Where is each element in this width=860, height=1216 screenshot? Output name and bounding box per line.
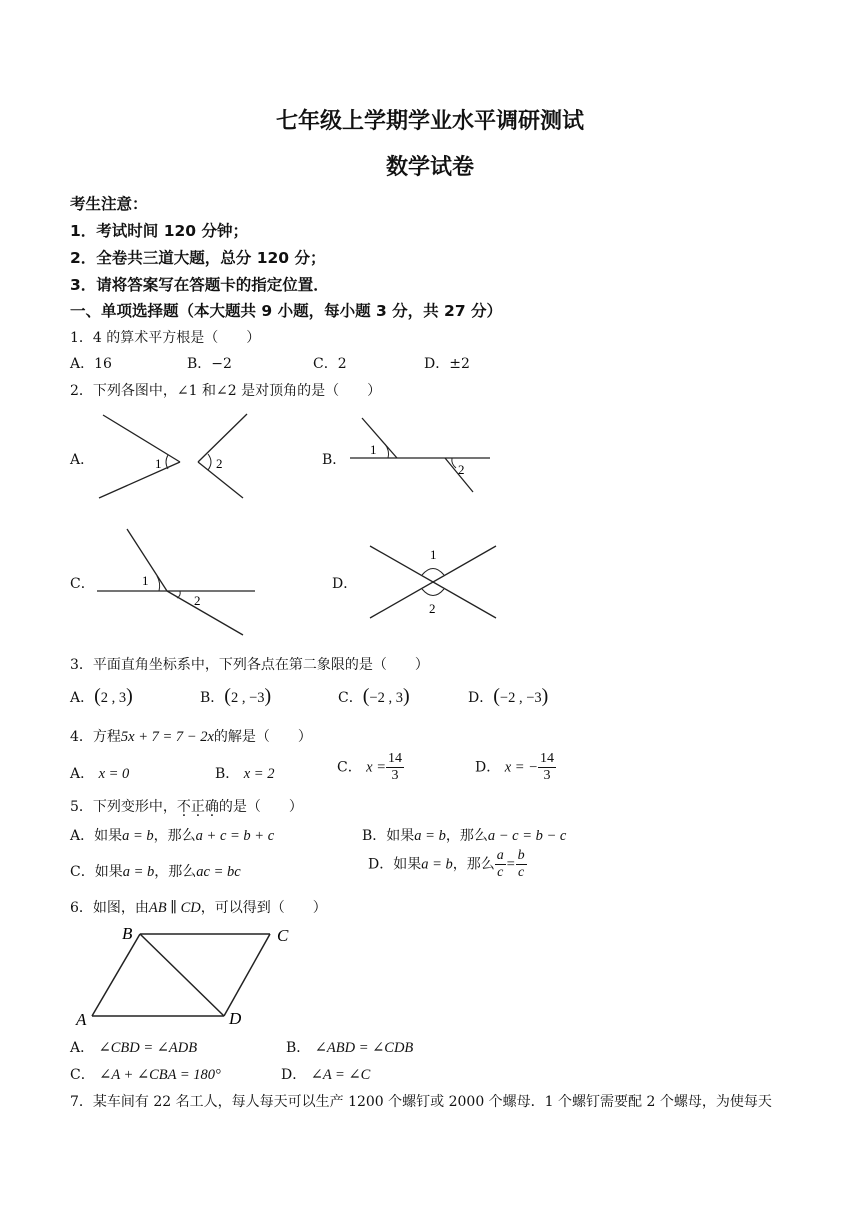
- question-4-stem: 4．方程5x + 7 = 7 − 2x的解是（ ）: [70, 729, 312, 745]
- q4-option-a: A． x = 0: [70, 766, 130, 782]
- q2b-angle1-label: 1: [370, 442, 377, 457]
- question-2-stem: 2．下列各图中，∠1 和∠2 是对顶角的是（ ）: [70, 383, 382, 399]
- page-title: 七年级上学期学业水平调研测试: [275, 109, 584, 134]
- q2-option-d-label: D．: [332, 576, 358, 592]
- q6-option-a: A． ∠CBD = ∠ADB: [70, 1040, 198, 1056]
- q2a-angle1-label: 1: [155, 456, 162, 471]
- q4-option-d: D． x = − $\frac{14}{3}$: [475, 751, 554, 783]
- q1-option-c: C．2: [313, 356, 347, 372]
- q6-point-b: B: [122, 924, 133, 943]
- q4-option-b: B． x = 2: [215, 766, 275, 782]
- section-heading: 一、单项选择题（本大题共 9 小题，每小题 3 分，共 27 分）: [70, 302, 503, 320]
- q2b-angle2-label: 2: [458, 462, 465, 477]
- q5-option-a: A．如果a = b，那么a + c = b + c: [70, 828, 275, 844]
- notice-item-2: 2．全卷共三道大题，总分 120 分；: [70, 249, 326, 267]
- q6-option-b: B． ∠ABD = ∠CDB: [286, 1040, 414, 1056]
- q2-figure-b: [345, 414, 495, 494]
- q2a-angle2-label: 2: [216, 456, 223, 471]
- q2-figure-c: [95, 525, 260, 640]
- q5-option-c: C．如果a = b，那么ac = bc: [70, 864, 241, 880]
- q2-option-b-label: B．: [322, 452, 347, 468]
- q4-option-c: C． x = $\frac{14}{3}$: [337, 751, 403, 783]
- notice-item-3: 3．请将答案写在答题卡的指定位置．: [70, 276, 329, 294]
- question-6-stem: 6．如图，由AB ∥ CD，可以得到（ ）: [70, 900, 327, 916]
- q6-option-c: C． ∠A + ∠CBA = 180°: [70, 1067, 221, 1083]
- q6-option-d: D． ∠A = ∠C: [281, 1067, 371, 1083]
- q2c-angle2-label: 2: [194, 593, 201, 608]
- q2c-angle1-label: 1: [142, 573, 149, 588]
- question-1-stem: 1．4 的算术平方根是（ ）: [70, 330, 261, 346]
- q5-option-d: D．如果a = b，那么 $\frac{a}{c}$ = $\frac{b}{c}$: [368, 848, 525, 880]
- q1-option-b: B．−2: [187, 356, 232, 372]
- q2-option-c-label: C．: [70, 576, 95, 592]
- q2-figure-d: [362, 538, 504, 626]
- q3-option-c: C．(−2 , 3): [338, 685, 410, 707]
- question-7-stem: 7．某车间有 22 名工人，每人每天可以生产 1200 个螺钉或 2000 个螺母．1 个螺钉需要配 2 个螺母，为使每天: [70, 1094, 772, 1110]
- q2d-angle1-label: 1: [430, 547, 437, 562]
- notice-item-1: 1．考试时间 120 分钟；: [70, 222, 248, 240]
- notice-heading: 考生注意：: [70, 195, 148, 213]
- q6-point-d: D: [229, 1009, 242, 1028]
- q5-option-b: B．如果a = b，那么a − c = b − c: [362, 828, 567, 844]
- question-3-stem: 3．平面直角坐标系中，下列各点在第二象限的是（ ）: [70, 657, 429, 673]
- q6-point-c: C: [277, 926, 289, 945]
- page-subtitle: 数学试卷: [385, 155, 474, 180]
- q3-option-b: B．(2 , −3): [200, 685, 272, 707]
- q2d-angle2-label: 2: [429, 601, 436, 616]
- q1-option-d: D．±2: [424, 356, 470, 372]
- q6-figure-parallelogram: [72, 922, 304, 1028]
- question-5-stem: 5．下列变形中，不正确的是（ ）: [70, 799, 303, 815]
- q3-option-d: D．(−2 , −3): [468, 685, 549, 707]
- q2-option-a-label: A．: [70, 452, 95, 468]
- q6-point-a: A: [76, 1010, 87, 1028]
- q3-option-a: A．(2 , 3): [70, 685, 133, 707]
- q2-figure-a: [95, 410, 255, 502]
- q1-option-a: A．16: [70, 356, 112, 372]
